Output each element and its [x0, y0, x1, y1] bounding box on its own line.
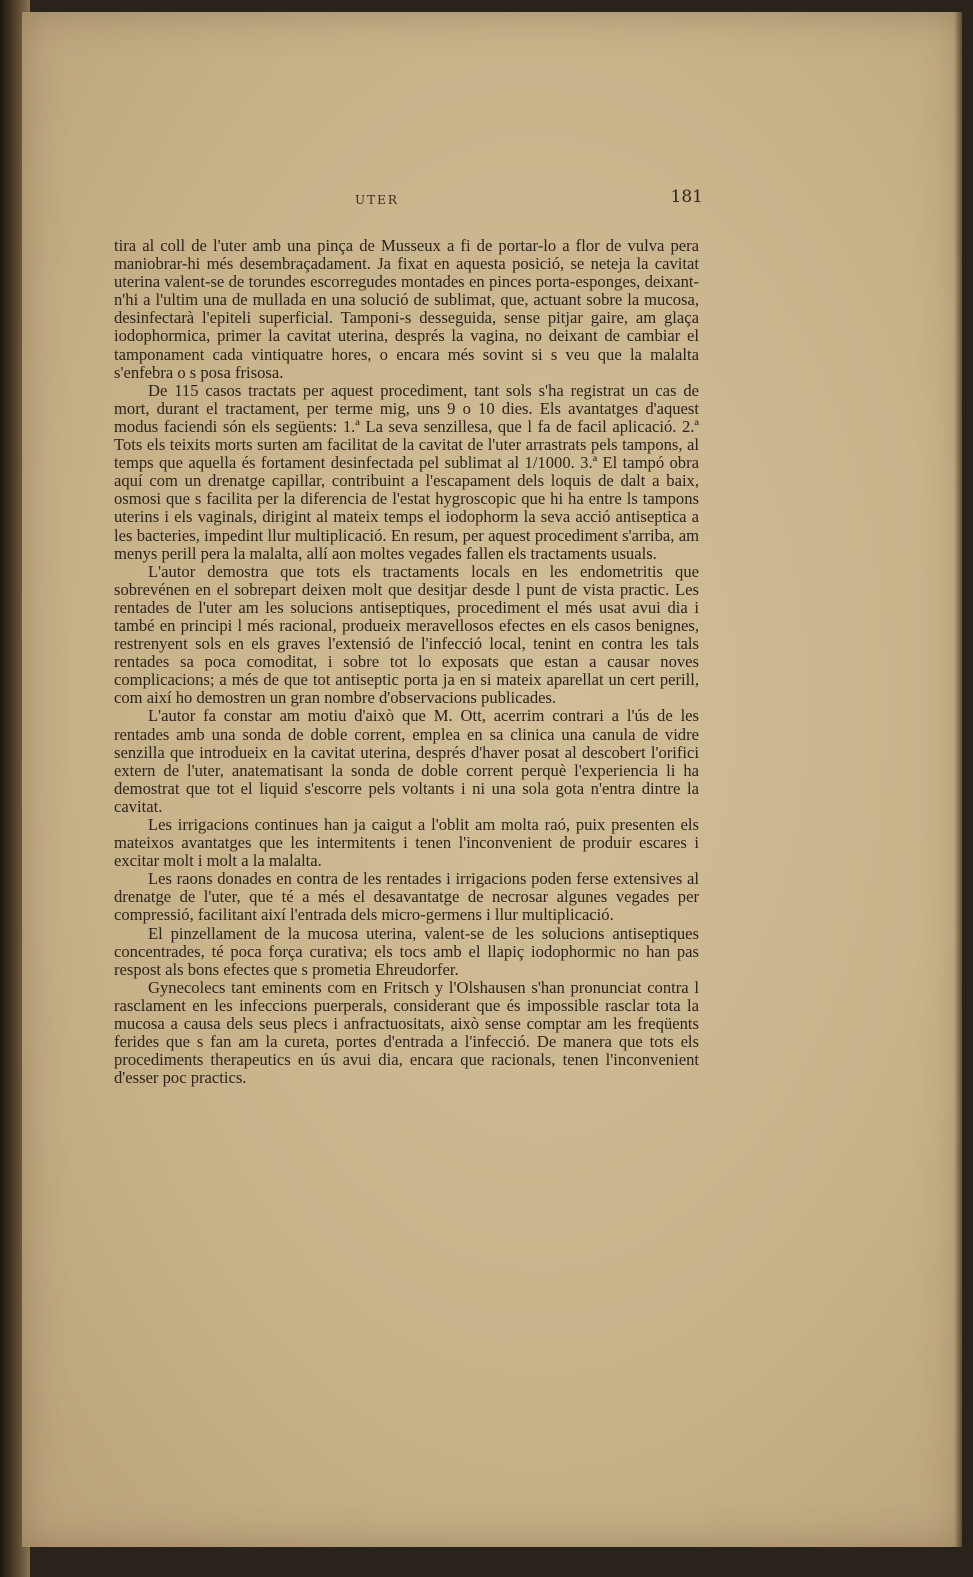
paragraph: L'autor fa constar am motiu d'això que M. Ott, acerrim contrari a l'ús de les rentades amb una sonda de doble corrent, emplea en sa clinica una canula de vidre senzilla que introdueix en la cavitat uterina, després d'haver posat al descobert l'orifici extern de l'uter, anatematisant la sonda de doble corrent perquè l'experiencia li ha demostrat que tot el liquid s'escorre pels voltants i ni una sola gota n'entra dintre la cavitat.: [114, 706, 699, 816]
paragraph: Les raons donades en contra de les rentades i irrigacions poden ferse extensives al drenatge de l'uter, que té a més el desavantatge de necrosar algunes vegades per compressió, facilitant així l'entrada dels micro-germens i llur multiplicació.: [114, 869, 699, 925]
page-header: [98, 185, 703, 215]
running-head: UTER: [355, 193, 399, 207]
paragraph: Gynecolecs tant eminents com en Fritsch y l'Olshausen s'han pronunciat contra l rasclament en les infeccions puerperals, considerant que és impossible rasclar tota la mucosa a causa dels seus plecs i anfractuositats, això sense comptar am les freqüents ferides que s fan am la cureta, portes d'entrada a l'infecció. De manera que tots els procediments therapeutics en ús avui dia, encara que racionals, tenen l'inconvenient d'esser poc practics.: [114, 977, 699, 1088]
paragraph: L'autor demostra que tots els tractaments locals en les endometritis que sobrevénen en el sobrepart deixen molt que desitjar desde l punt de vista practic. Les rentades de l'uter am les solucions antiseptiques, procediment el més usat avui dia i també en principi l més racional, produeix meravellosos efectes en els casos benignes, restrenyent sols en els graves l'extensió de l'infecció local, tenint en contra les tals rentades sa poca comoditat, i sobre tot lo exposats que estan a causar noves complicacions; a més de que tot antiseptic porta ja en si mateix aparellat un cert perill, com així ho demostren un gran nombre d'observacions publicades.: [114, 561, 699, 708]
page-right-edge: [954, 12, 962, 1547]
paragraph-continuation: tira al coll de l'uter amb una pinça de Musseux a fi de portar-lo a flor de vulva pera maniobrar-hi més desembraçadament. Ja fixat en aquesta posició, se neteja la cavitat uterina valent-se de torundes escorregudes montades en pinces porta-esponges, deixant-n'hi a l'ultim una de mullada en una solució de sublimat, que, actuant sobre la mucosa, desinfectarà l'epiteli superficial. Tamponi-s desseguida, sense pitjar gaire, am glaça iodophormica, primer la cavitat uterina, després la vagina, no deixant de cambiar el tamponament cada vintiquatre hores, o encara més sovint si s veu que la malalta s'enfebra o s posa frisosa.: [114, 236, 699, 382]
page-number: 181: [670, 187, 703, 207]
paragraph: Les irrigacions continues han ja caigut a l'oblit am molta raó, puix presenten els mateixos avantatges que les intermitents i tenen l'inconvenient de produir escares i excitar molt i molt a la malalta.: [114, 815, 699, 871]
paragraph: De 115 casos tractats per aquest procediment, tant sols s'ha registrat un cas de mort, durant el tractament, per terme mig, uns 9 o 10 dies. Els avantatges d'aquest modus faciendi són els següents: 1.ª La seva senzillesa, que l fa de facil aplicació. 2.ª Tots els teixits morts surten am facilitat de la cavitat de l'uter arrastrats pels tampons, al temps que aquella és fortament desinfectada pel sublimat al 1/1000. 3.ª El tampó obra aquí com un drenatge capillar, contribuint a l'escapament dels loquis de dalt a baix, osmosi que s facilita per la diferencia de l'estat hygroscopic que hi ha entre ls tampons uterins i els vaginals, dirigint al mateix temps el iodophorm la seva acció antiseptica a les bacteries, impedint llur multiplicació. En resum, per aquest procediment s'arriba, am menys perill pera la malalta, allí aon moltes vegades fallen els tractaments usuals.: [114, 380, 699, 563]
body-text: [114, 237, 699, 1087]
paragraph: El pinzellament de la mucosa uterina, valent-se de les solucions antiseptiques concentrades, té poca força curativa; els tocs amb el llapiç iodophormic no han pas respost als bons efectes que s prometia Ehreudorfer.: [114, 923, 699, 979]
